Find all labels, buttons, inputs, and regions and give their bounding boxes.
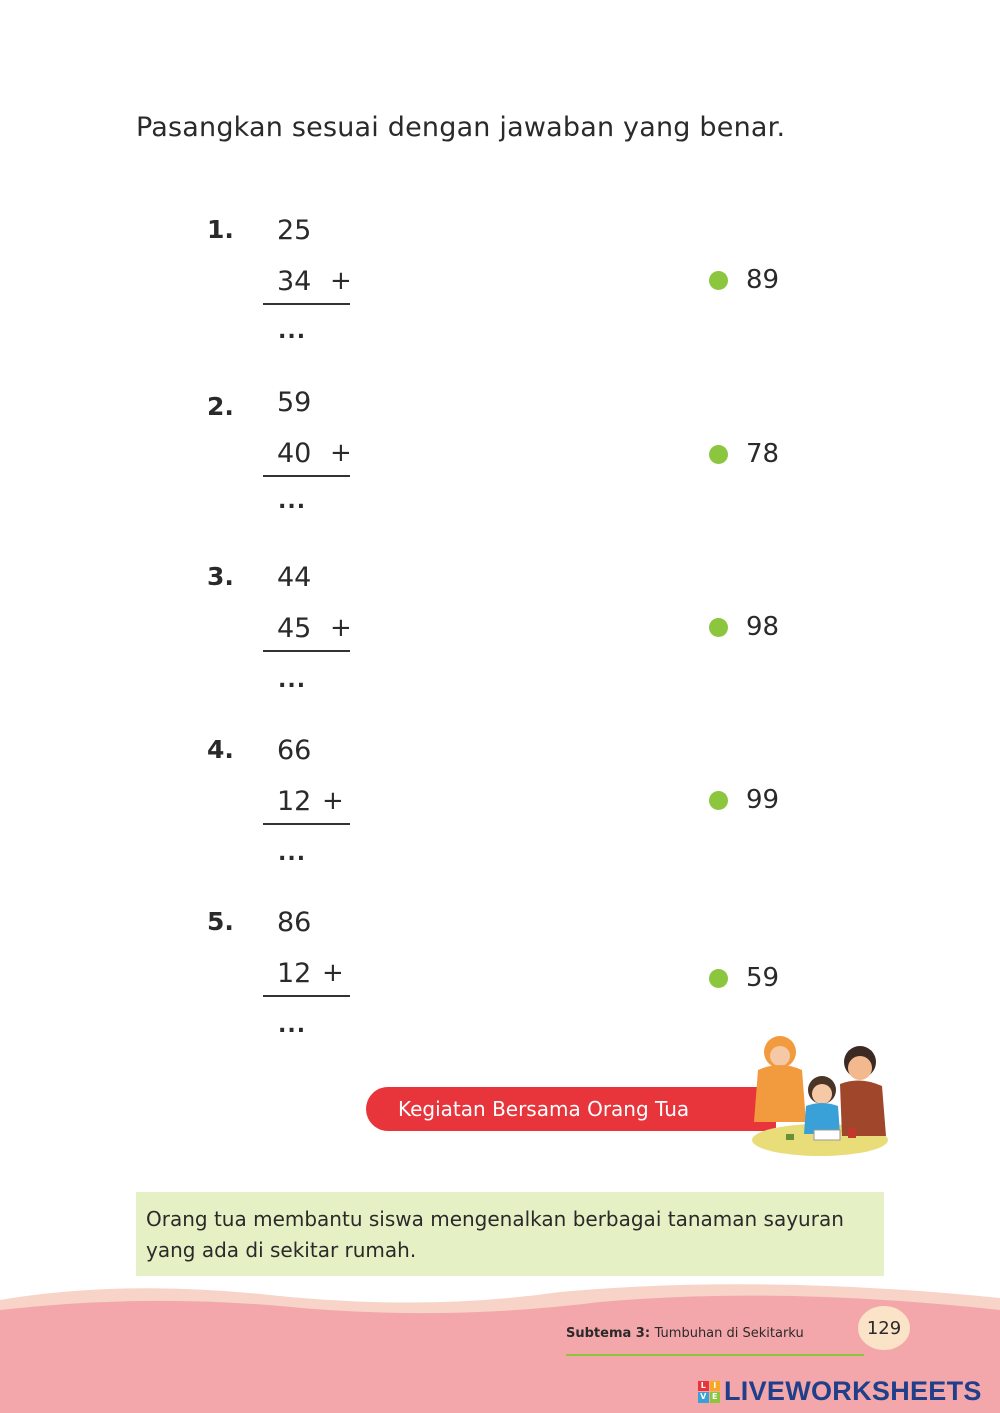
- sum-line: [263, 995, 350, 997]
- match-dot-icon[interactable]: [709, 969, 728, 988]
- sum-line: [263, 475, 350, 477]
- addend-top: 44: [277, 562, 312, 593]
- answer-value: 89: [746, 265, 780, 295]
- sum-line: [263, 650, 350, 652]
- addend-top: 25: [277, 215, 312, 246]
- addend-bottom: 34: [277, 266, 312, 297]
- parent-note-text: Orang tua membantu siswa mengenalkan berbagai tanaman sayuran yang ada di sekitar rumah.: [146, 1207, 844, 1262]
- footer-subtema: [566, 1326, 804, 1341]
- parent-note: [136, 1192, 884, 1276]
- liveworksheets-brand: LIVEWORKSHEETS: [724, 1376, 982, 1406]
- answer-option[interactable]: [709, 265, 779, 295]
- addend-bottom: 12: [277, 786, 312, 817]
- answer-option[interactable]: [709, 963, 779, 993]
- liveworksheets-icon: [698, 1381, 720, 1403]
- result-placeholder: ...: [278, 668, 307, 693]
- footer-divider: [566, 1354, 864, 1356]
- answer-option[interactable]: [709, 612, 779, 642]
- problem-number: 1.: [207, 215, 234, 244]
- match-dot-icon[interactable]: [709, 618, 728, 637]
- result-placeholder: ...: [278, 841, 307, 866]
- problem-number: 2.: [207, 392, 234, 421]
- addend-top: 86: [277, 907, 312, 938]
- problem-2: [0, 387, 1000, 557]
- sum-line: [263, 823, 350, 825]
- plus-sign: +: [322, 958, 344, 988]
- addend-bottom: 12: [277, 958, 312, 989]
- problem-number: 5.: [207, 907, 234, 936]
- answer-value: 59: [746, 963, 780, 993]
- family-illustration: [740, 1030, 890, 1158]
- result-placeholder: ...: [278, 319, 307, 344]
- page-number: [858, 1306, 910, 1350]
- match-dot-icon[interactable]: [709, 271, 728, 290]
- logo-letter: E: [710, 1392, 721, 1403]
- problem-number: 4.: [207, 735, 234, 764]
- result-placeholder: ...: [278, 489, 307, 514]
- addend-bottom: 45: [277, 613, 312, 644]
- problem-4: [0, 735, 1000, 905]
- plus-sign: +: [330, 266, 352, 296]
- instruction-text: Pasangkan sesuai dengan jawaban yang benar.: [136, 112, 786, 143]
- subtema-number: Subtema 3:: [566, 1326, 651, 1341]
- banner-title: Kegiatan Bersama Orang Tua: [398, 1097, 690, 1121]
- plus-sign: +: [330, 438, 352, 468]
- addend-bottom: 40: [277, 438, 312, 469]
- addend-top: 66: [277, 735, 312, 766]
- logo-letter: V: [698, 1392, 709, 1403]
- match-dot-icon[interactable]: [709, 791, 728, 810]
- answer-option[interactable]: [709, 785, 779, 815]
- logo-letter: I: [710, 1381, 721, 1392]
- answer-value: 78: [746, 439, 780, 469]
- liveworksheets-logo: [698, 1376, 982, 1407]
- page-number-text: 129: [866, 1317, 902, 1339]
- logo-letter: L: [698, 1381, 709, 1392]
- problem-1: [0, 215, 1000, 385]
- answer-option[interactable]: [709, 439, 779, 469]
- match-dot-icon[interactable]: [709, 445, 728, 464]
- result-placeholder: ...: [278, 1013, 307, 1038]
- activity-banner: [366, 1087, 776, 1131]
- answer-value: 98: [746, 612, 780, 642]
- answer-value: 99: [746, 785, 780, 815]
- problem-number: 3.: [207, 562, 234, 591]
- subtema-title: Tumbuhan di Sekitarku: [654, 1326, 804, 1341]
- addend-top: 59: [277, 387, 312, 418]
- problem-3: [0, 562, 1000, 732]
- sum-line: [263, 303, 350, 305]
- plus-sign: +: [330, 613, 352, 643]
- plus-sign: +: [322, 786, 344, 816]
